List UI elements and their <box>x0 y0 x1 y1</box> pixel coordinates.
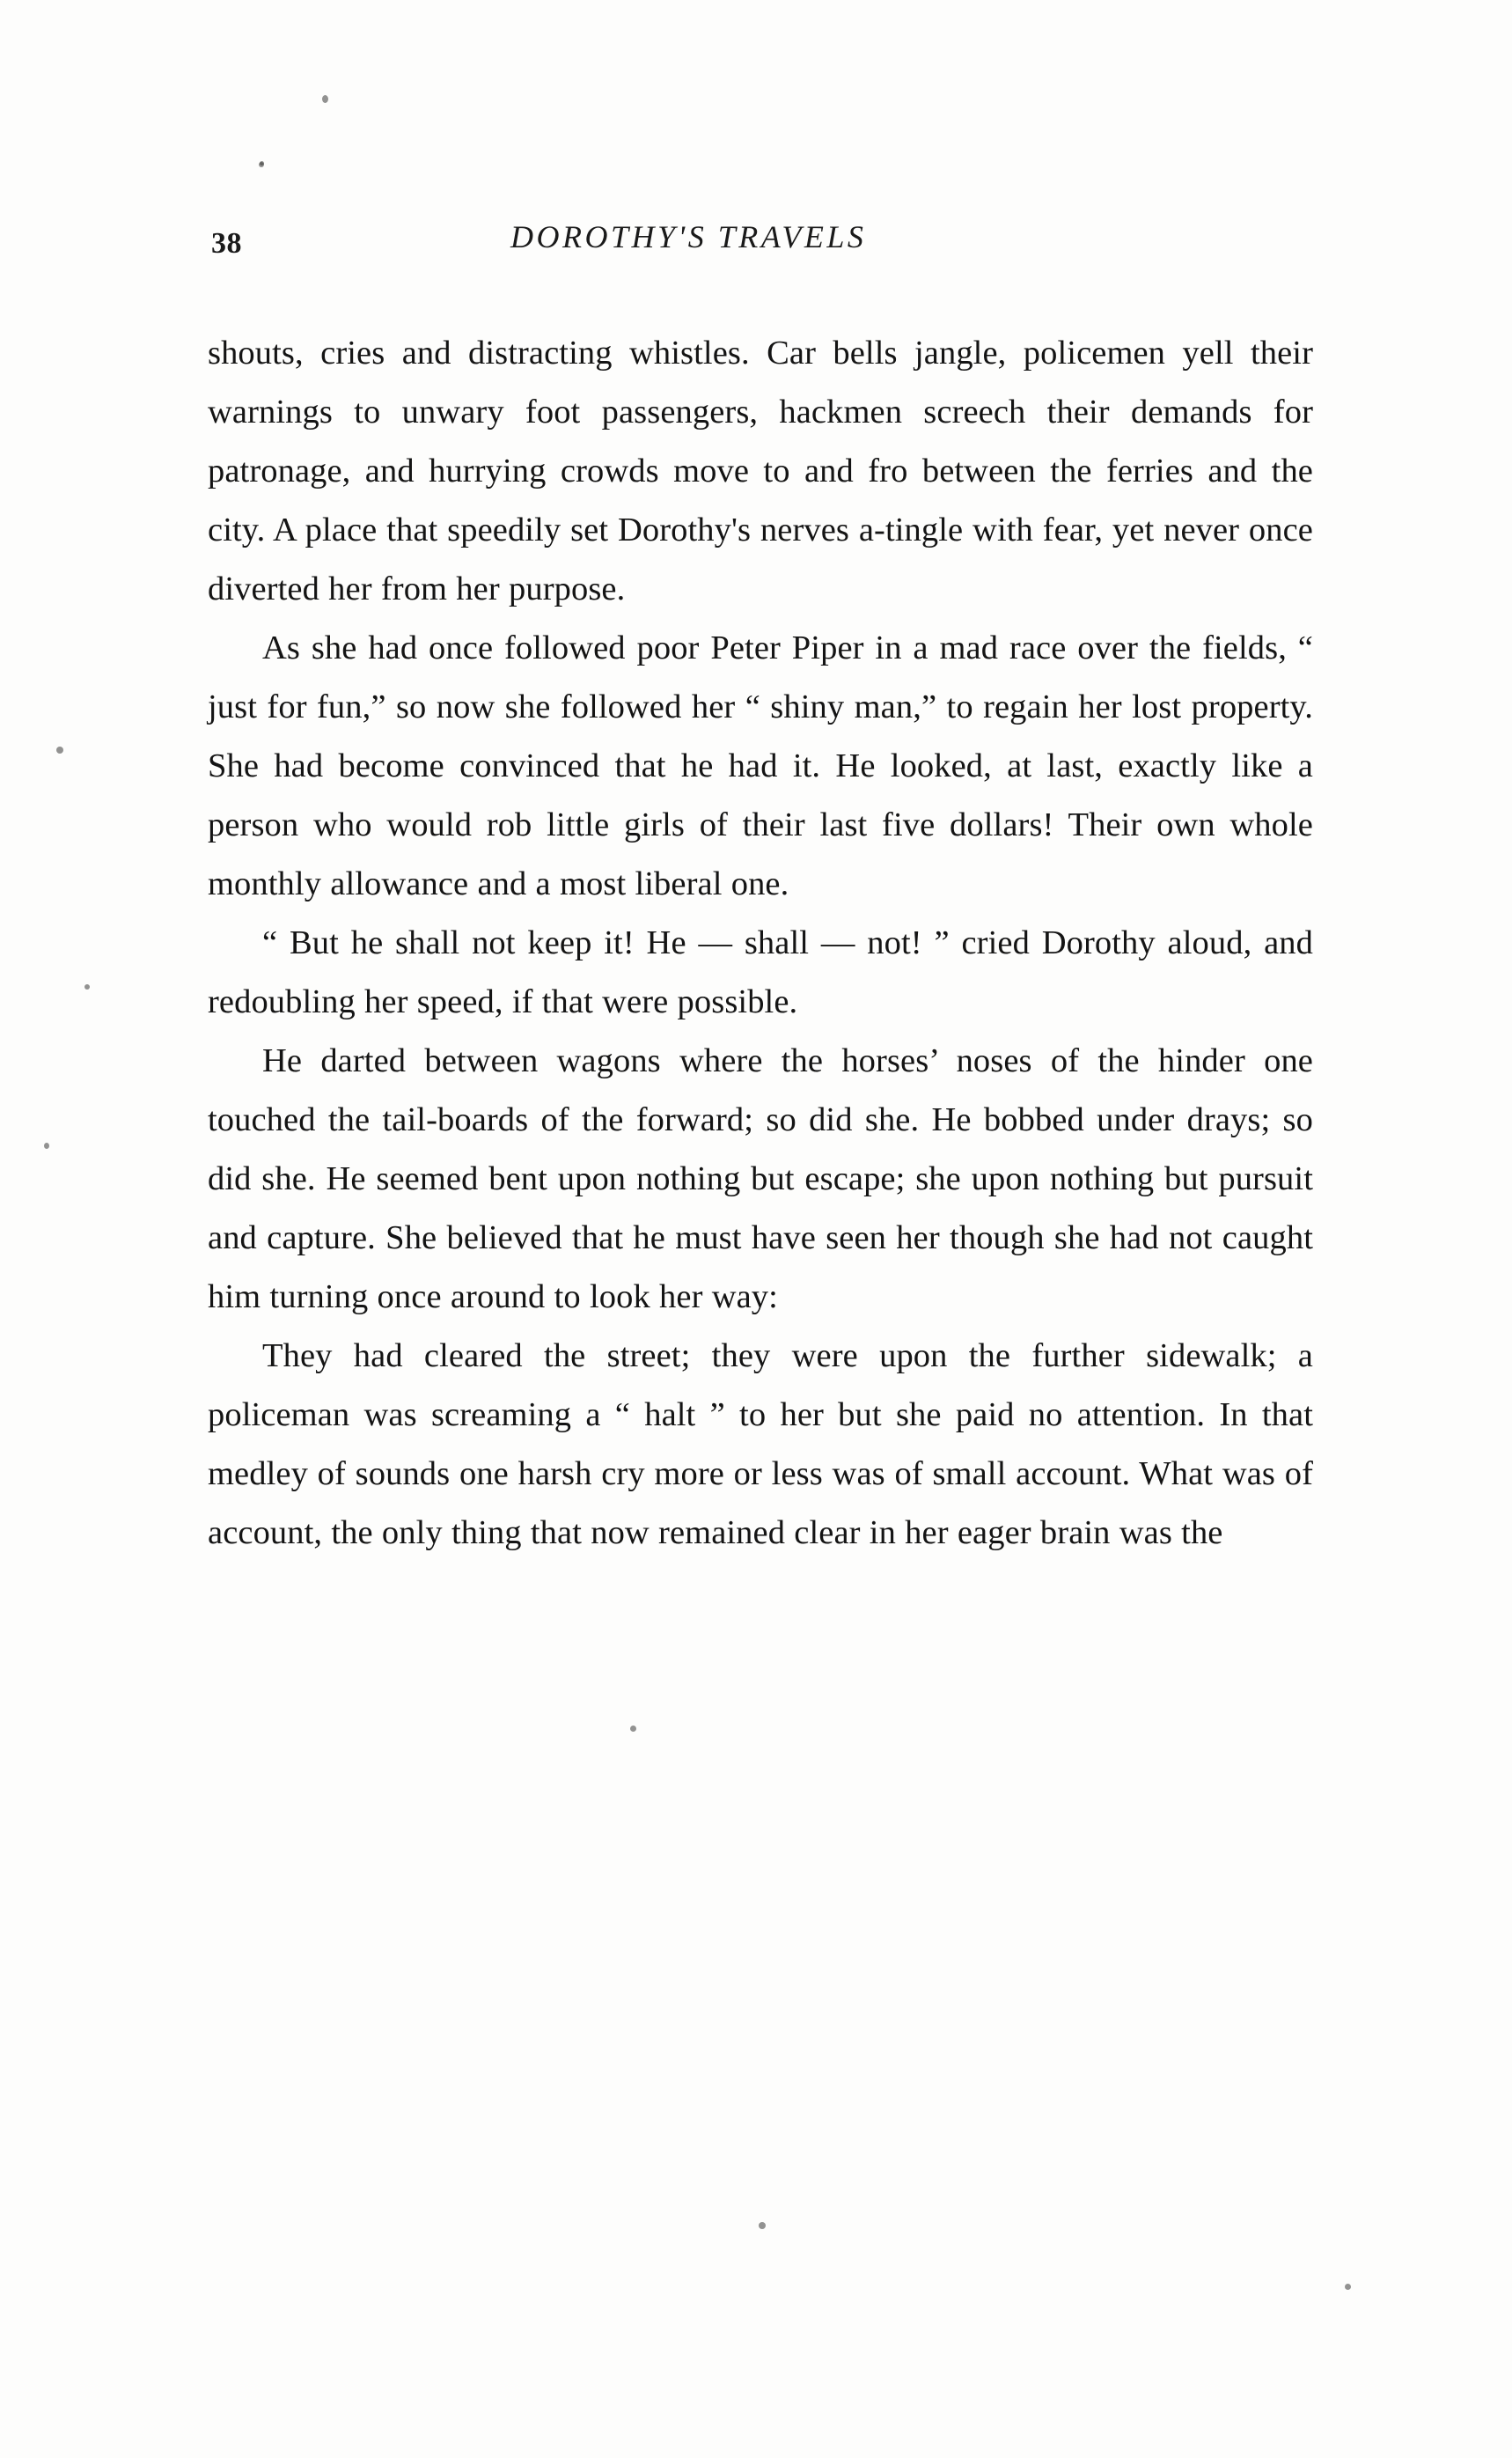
paragraph: As she had once followed poor Peter Piper in a mad race over the fields, “ just for fun,” so now she followed her “ shiny man,” to regain her lost property. She had become convinced that he had it. He looked, at last, exactly like a person who would rob little girls of their last five dollars! Their own whole monthly allowance and a most liberal one. <box>208 629 1313 902</box>
body-text <box>208 324 1313 1563</box>
scan-speck <box>759 2222 766 2229</box>
scan-speck <box>630 1726 636 1732</box>
scan-speck <box>322 95 328 103</box>
paragraph: He darted between wagons where the horses’ noses of the hinder one touched the tail-boards of the forward; so did she. He bobbed under drays; so did she. He seemed bent upon nothing but escape; she upon nothing but pursuit and capture. She believed that he must have seen her though she had not caught him turning once around to look her way: <box>208 1042 1313 1315</box>
paragraph: “ But he shall not keep it! He — shall — not! ” cried Dorothy aloud, and redoubling her speed, if that were possible. <box>208 924 1313 1020</box>
page-number: 38 <box>211 227 242 260</box>
scan-speck <box>84 984 90 990</box>
page-header <box>211 218 1311 268</box>
paragraph: shouts, cries and distracting whistles. Car bells jangle, policemen yell their warnings to unwary foot passengers, hackmen screech their demands for patronage, and hurrying crowds move to and fro between the ferries and the city. A place that speedily set Dorothy's nerves a-tingle with fear, yet never once diverted her from her purpose. <box>208 335 1313 607</box>
running-head: DOROTHY'S TRAVELS <box>510 219 867 254</box>
scan-speck <box>44 1143 49 1149</box>
paragraph: They had cleared the street; they were upon the further sidewalk; a policeman was screaming a “ halt ” to her but she paid no attention. In that medley of sounds one harsh cry more or less was of small account. What was of account, the only thing that now remained clear in her eager brain was the <box>208 1337 1313 1551</box>
scan-speck <box>260 161 264 166</box>
scan-speck <box>1345 2284 1351 2290</box>
scan-speck <box>56 747 63 754</box>
